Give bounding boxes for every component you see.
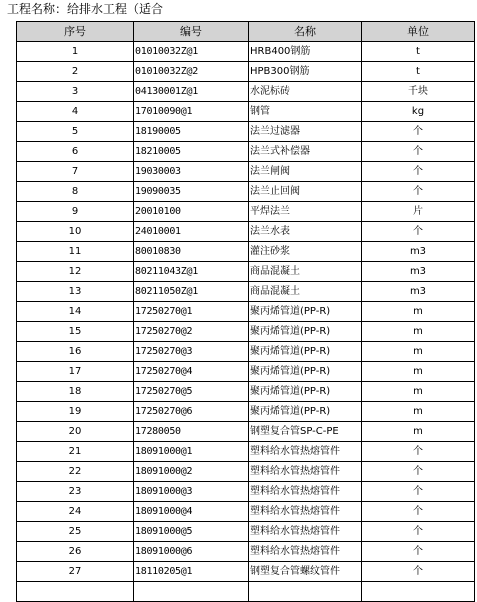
cell-unit: m [362,322,475,342]
cell-index: 14 [17,302,134,322]
table-row [17,202,475,222]
cell-name: 商品混凝土 [249,282,362,302]
cell-code: 17250270@5 [134,382,249,402]
cell-index: 6 [17,142,134,162]
table-row [17,462,475,482]
cell-index: 13 [17,282,134,302]
cell-code: 18091000@1 [134,442,249,462]
cell-name: 塑料给水管热熔管件 [249,462,362,482]
cell-unit: t [362,62,475,82]
cell-unit: m [362,362,475,382]
cell-unit: 片 [362,202,475,222]
cell-code: 17280050 [134,422,249,442]
cell-index: 18 [17,382,134,402]
cell-index: 12 [17,262,134,282]
cell-unit: m [362,422,475,442]
cell-code: 80211043Z@1 [134,262,249,282]
cell-unit: m [362,382,475,402]
cell-index: 22 [17,462,134,482]
cell-name: 灌注砂浆 [249,242,362,262]
cell-name: 水泥标砖 [249,82,362,102]
cell-name: 聚丙烯管道(PP-R) [249,342,362,362]
table-row [17,82,475,102]
table-row [17,182,475,202]
table-row [17,422,475,442]
header-name: 名称 [249,22,362,42]
cell-unit: kg [362,102,475,122]
cell-unit: 个 [362,222,475,242]
cell-unit: 个 [362,502,475,522]
cell-name: 聚丙烯管道(PP-R) [249,302,362,322]
table-row [17,522,475,542]
page-title: 工程名称：给排水工程（适合 [7,2,164,16]
table-row [17,402,475,422]
cell-index: 24 [17,502,134,522]
table-row [17,442,475,462]
cell-index: 21 [17,442,134,462]
table-row [17,162,475,182]
cell-index: 10 [17,222,134,242]
cell-code: 18091000@6 [134,542,249,562]
cell-name: 平焊法兰 [249,202,362,222]
cell-code: 17010090@1 [134,102,249,122]
table-row [17,362,475,382]
cell-unit: m3 [362,242,475,262]
table-row [17,242,475,262]
cell-index: 11 [17,242,134,262]
cell-unit: t [362,42,475,62]
cell-index: 26 [17,542,134,562]
cell-unit: 个 [362,542,475,562]
cell-unit: 个 [362,182,475,202]
cell-name: HPB300钢筋 [249,62,362,82]
cell-index: 17 [17,362,134,382]
cell-code: 24010001 [134,222,249,242]
cell-name: 法兰水表 [249,222,362,242]
cell-code: 80010830 [134,242,249,262]
table-row [17,562,475,582]
cell-index: 2 [17,62,134,82]
cell-unit: 个 [362,142,475,162]
table-row [17,102,475,122]
table-row [17,502,475,522]
cell-name: 法兰闸阀 [249,162,362,182]
cell-unit: m3 [362,262,475,282]
table-row [17,482,475,502]
cell-code: 04130001Z@1 [134,82,249,102]
table-row [17,302,475,322]
cell-index: 9 [17,202,134,222]
cell-unit: 个 [362,462,475,482]
cell-unit: 个 [362,442,475,462]
cell-name: 法兰过滤器 [249,122,362,142]
cell-unit: 个 [362,482,475,502]
cell-code: 17250270@4 [134,362,249,382]
cell-index: 16 [17,342,134,362]
cell-name: HRB400钢筋 [249,42,362,62]
table-row [17,122,475,142]
table-row [17,542,475,562]
cell-unit: 个 [362,522,475,542]
cell-index: 4 [17,102,134,122]
header-code: 编号 [134,22,249,42]
cell-unit: 个 [362,162,475,182]
cell-index: 3 [17,82,134,102]
cell-name: 钢塑复合管螺纹管件 [249,562,362,582]
cell-name: 塑料给水管热熔管件 [249,482,362,502]
cell-index: 23 [17,482,134,502]
cell-name: 商品混凝土 [249,262,362,282]
cell-unit: m [362,342,475,362]
header-index: 序号 [17,22,134,42]
cell-unit: m [362,402,475,422]
cell-code: 18091000@4 [134,502,249,522]
table-row [17,322,475,342]
cell-code: 01010032Z@1 [134,42,249,62]
cell-name: 塑料给水管热熔管件 [249,522,362,542]
cell-code: 17250270@2 [134,322,249,342]
table-row [17,282,475,302]
cell-code: 18091000@3 [134,482,249,502]
table-row [17,142,475,162]
cell-code: 19090035 [134,182,249,202]
table-row [17,62,475,82]
cell-index: 25 [17,522,134,542]
cell-code: 18210005 [134,142,249,162]
cell-name: 聚丙烯管道(PP-R) [249,362,362,382]
cell-code: 18190005 [134,122,249,142]
cell-index: 15 [17,322,134,342]
cell-name: 塑料给水管热熔管件 [249,542,362,562]
table-body [17,42,475,602]
cell-unit: m3 [362,282,475,302]
cell-code: 18091000@2 [134,462,249,482]
table-row [17,262,475,282]
cell-index: 20 [17,422,134,442]
cell-name: 法兰式补偿器 [249,142,362,162]
cell-unit: 千块 [362,82,475,102]
cell-code: 20010100 [134,202,249,222]
cell-index: 7 [17,162,134,182]
cell-code: 17250270@6 [134,402,249,422]
cell-unit: 个 [362,562,475,582]
table-row [17,222,475,242]
cell-unit: m [362,302,475,322]
table-row [17,42,475,62]
cell-name: 法兰止回阀 [249,182,362,202]
cell-name: 钢管 [249,102,362,122]
cell-index: 19 [17,402,134,422]
cell-code: 18110205@1 [134,562,249,582]
cell-name: 聚丙烯管道(PP-R) [249,382,362,402]
cell-code: 18091000@5 [134,522,249,542]
table-row [17,342,475,362]
cell-index: 1 [17,42,134,62]
header-unit: 单位 [362,22,475,42]
table-row [17,382,475,402]
cell-name: 塑料给水管热熔管件 [249,502,362,522]
header-row [17,22,475,42]
cell-code: 01010032Z@2 [134,62,249,82]
cell-index: 8 [17,182,134,202]
cell-code: 80211050Z@1 [134,282,249,302]
cell-code: 19030003 [134,162,249,182]
cell-name: 塑料给水管热熔管件 [249,442,362,462]
cell-name: 聚丙烯管道(PP-R) [249,402,362,422]
cell-name: 钢塑复合管SP-C-PE [249,422,362,442]
materials-table [16,21,475,602]
cell-name: 聚丙烯管道(PP-R) [249,322,362,342]
cell-index: 5 [17,122,134,142]
cell-index: 27 [17,562,134,582]
cell-unit: 个 [362,122,475,142]
cell-code: 17250270@3 [134,342,249,362]
cell-code: 17250270@1 [134,302,249,322]
